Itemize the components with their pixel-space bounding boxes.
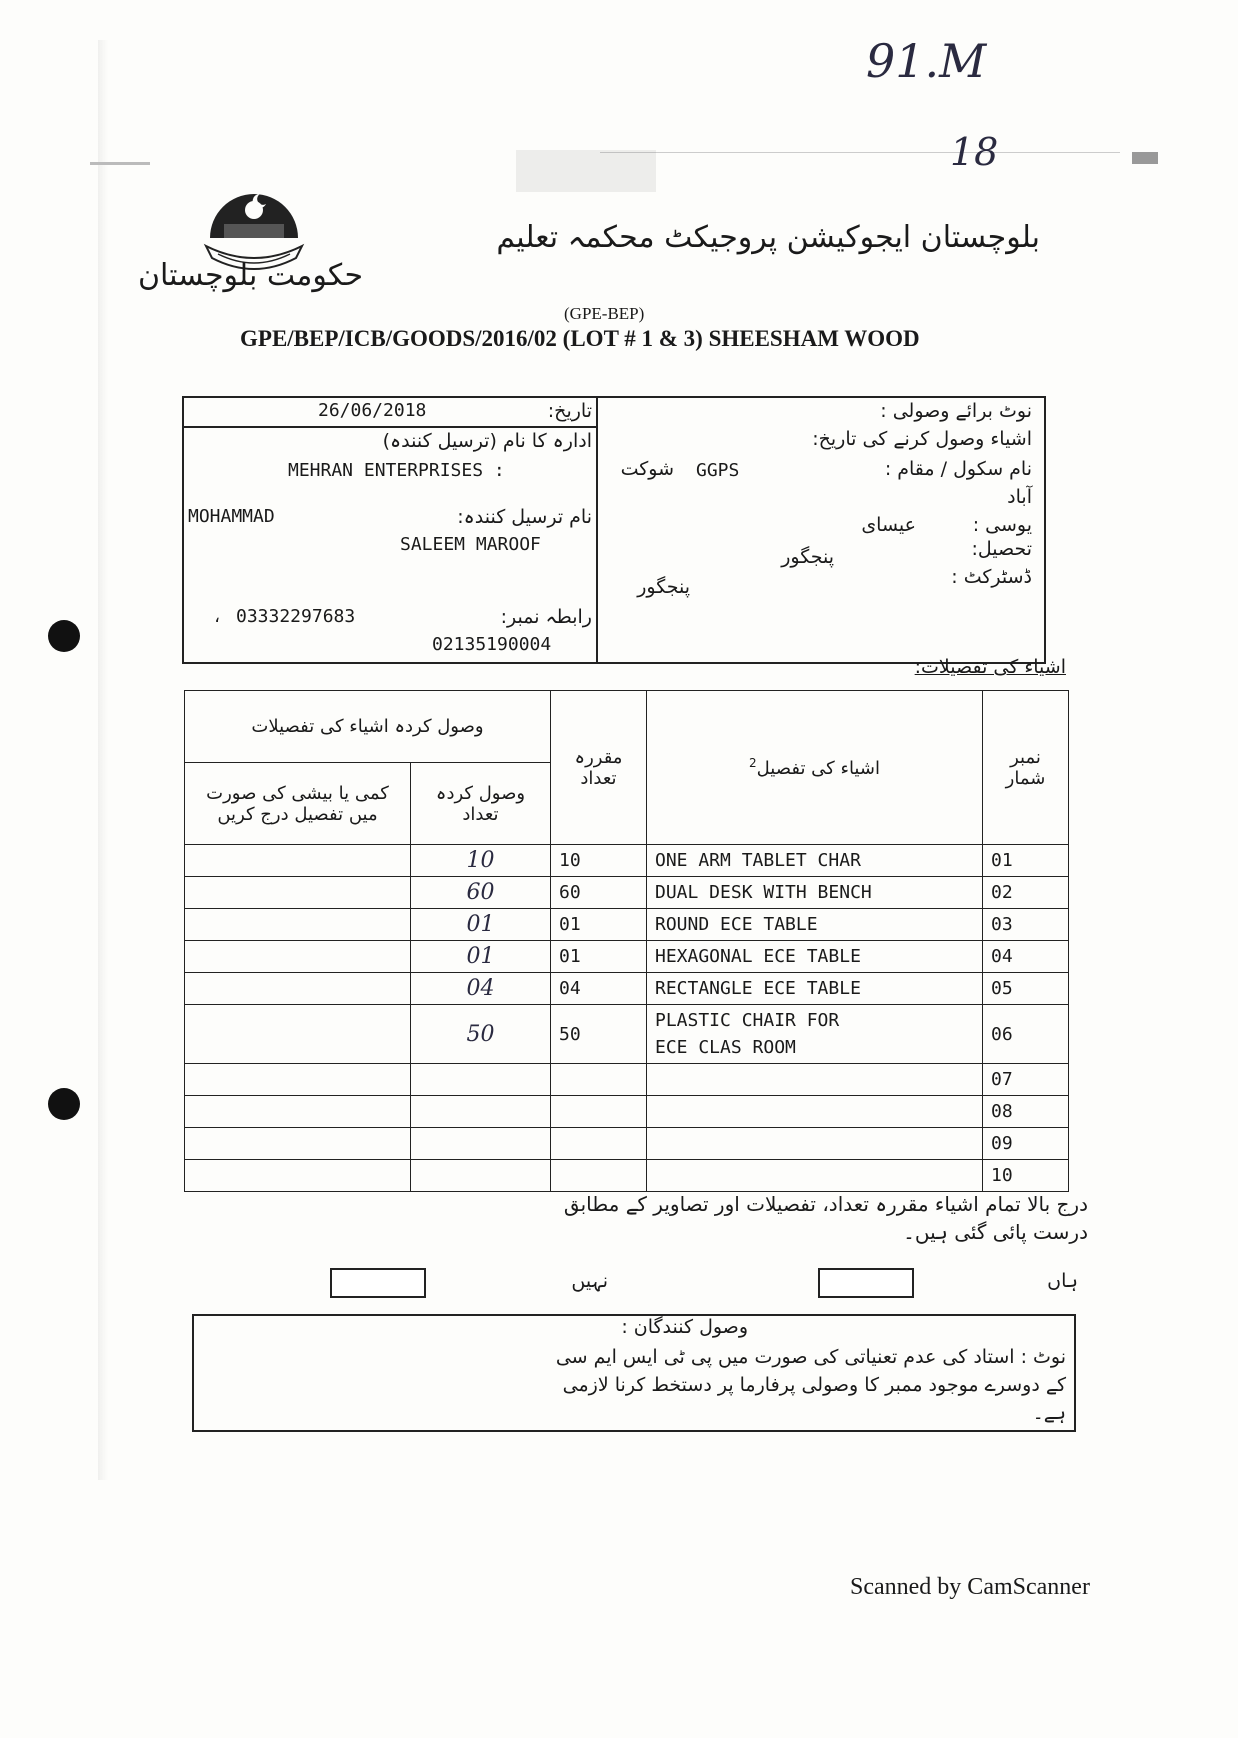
scan-edge-shadow [98,40,108,1480]
school-place: شوکت [620,458,674,480]
desc-cell: ONE ARM TABLET CHAR [647,845,983,877]
received-qty-cell[interactable] [411,1160,551,1192]
qty-cell: 01 [551,941,647,973]
school-value: GGPS [696,460,740,481]
contact-value-2: 02135190004 [432,634,552,655]
header-abbrev: (GPE-BEP) [564,304,645,323]
received-qty-cell[interactable] [411,1064,551,1096]
scan-dash [90,162,150,165]
qty-cell [551,1128,647,1160]
received-qty-cell[interactable]: 50 [411,1005,551,1064]
received-qty-cell[interactable]: 04 [411,973,551,1005]
table-row [185,877,1069,909]
table-row [185,941,1069,973]
desc-line-2: ECE CLAS ROOM [655,1037,796,1058]
tehsil-value: پنجگور [781,546,834,568]
date-value: 26/06/2018 [318,400,427,421]
handwritten-code: 91.M [866,34,987,88]
school-place-2: آباد [1007,486,1032,508]
district-label: ڈسٹرکٹ : [951,566,1032,588]
supplier-value-1: MOHAMMAD [188,506,275,527]
received-qty-cell[interactable] [411,1096,551,1128]
scan-line [600,152,1120,153]
school-label: نام سکول / مقام : [884,458,1032,480]
punch-hole-bottom [48,1088,80,1120]
district-value: پنجگور [637,576,690,598]
received-qty-cell[interactable]: 60 [411,877,551,909]
header-title-line2: حکومت بلوچستان [138,258,363,293]
serial-cell: 03 [983,909,1069,941]
date-label: تاریخ: [547,400,592,422]
desc-cell [647,1160,983,1192]
supplier-value-2: SALEEM MAROOF [400,534,541,555]
firm-label: ادارہ کا نام (ترسیل کنندہ) [382,430,592,452]
items-section-label: اشیاء کی تفصیلات: [914,656,1066,678]
table-row [185,1128,1069,1160]
receipt-note-label: نوٹ برائے وصولی : [880,400,1032,422]
contact-sep: ، [212,606,223,627]
serial-cell: 07 [983,1064,1069,1096]
qty-cell [551,1064,647,1096]
table-row [185,1005,1069,1064]
received-qty-cell[interactable] [411,1128,551,1160]
yes-checkbox[interactable] [818,1268,914,1298]
table-row [185,845,1069,877]
header-title-line1: بلوچستان ایجوکیشن پروجیکٹ محکمہ تعلیم [496,220,1040,255]
received-qty-cell[interactable]: 10 [411,845,551,877]
receivers-label: وصول کنندگان : [621,1316,748,1338]
desc-cell [647,1096,983,1128]
serial-cell: 06 [983,1005,1069,1064]
qty-cell: 01 [551,909,647,941]
footer-note-line-3: ہے۔ [1032,1402,1066,1424]
header-serial: نمبر شمار [983,691,1069,845]
header-received-qty: وصول کردہ تعداد [411,763,551,845]
scan-mark [1132,152,1158,164]
table-row [185,1096,1069,1128]
serial-cell: 01 [983,845,1069,877]
qty-cell: 04 [551,973,647,1005]
qty-cell: 10 [551,845,647,877]
table-row [185,973,1069,1005]
desc-cell: DUAL DESK WITH BENCH [647,877,983,909]
no-label: نہیں [571,1270,608,1292]
serial-cell: 09 [983,1128,1069,1160]
header-item-details-sup: 2 [749,756,757,770]
remarks-cell[interactable] [185,973,411,1005]
header-reference: GPE/BEP/ICB/GOODS/2016/02 (LOT # 1 & 3) SHEESHAM WOOD [240,326,920,351]
confirmation-line-2: درست پائی گئی ہیں۔ [903,1220,1088,1244]
header-received-details: وصول کردہ اشیاء کی تفصیلات [185,691,551,763]
header-item-details [647,691,983,845]
remarks-cell[interactable] [185,1160,411,1192]
desc-cell: HEXAGONAL ECE TABLE [647,941,983,973]
info-box-divider [596,396,598,662]
serial-cell: 10 [983,1160,1069,1192]
punch-hole-top [48,620,80,652]
qty-cell: 50 [551,1005,647,1064]
uc-label: یوسی : [972,514,1032,536]
serial-cell: 04 [983,941,1069,973]
confirmation-line-1: درج بالا تمام اشیاء مقررہ تعداد، تفصیلات اور تصاویر کے مطابق [563,1192,1088,1216]
table-row [185,1160,1069,1192]
no-checkbox[interactable] [330,1268,426,1298]
remarks-cell[interactable] [185,1096,411,1128]
items-table [184,690,1069,1192]
footer-note-line-2: کے دوسرے موجود ممبر کا وصولی پرفارما پر دستخط کرنا لازمی [562,1374,1066,1396]
firm-value: MEHRAN ENTERPRISES : [288,460,505,481]
remarks-cell[interactable] [185,1064,411,1096]
remarks-cell[interactable] [185,1005,411,1064]
header-fixed-qty: مقررہ تعداد [551,691,647,845]
header-shortage-excess: کمی یا بیشی کی صورت میں تفصیل درج کریں [185,763,411,845]
receiving-date-label: اشیاء وصول کرنے کی تاریخ: [812,428,1032,450]
serial-cell: 08 [983,1096,1069,1128]
received-qty-cell[interactable]: 01 [411,941,551,973]
received-qty-cell[interactable]: 01 [411,909,551,941]
desc-cell [647,1128,983,1160]
desc-cell: RECTANGLE ECE TABLE [647,973,983,1005]
remarks-cell[interactable] [185,909,411,941]
info-box-row-divider [182,426,598,428]
qty-cell [551,1160,647,1192]
remarks-cell[interactable] [185,877,411,909]
desc-cell [647,1064,983,1096]
contact-label: رابطہ نمبر: [500,606,592,628]
serial-cell: 02 [983,877,1069,909]
serial-cell: 05 [983,973,1069,1005]
header-item-details-text: اشیاء کی تفصیل [756,758,880,779]
supplier-label: نام ترسیل کنندہ: [457,506,592,528]
qty-cell: 60 [551,877,647,909]
desc-cell: ROUND ECE TABLE [647,909,983,941]
desc-cell [647,1005,983,1064]
yes-label: ہاں [1047,1270,1078,1292]
tehsil-label: تحصیل: [971,538,1032,560]
contact-value-1: 03332297683 [236,606,356,627]
qty-cell [551,1096,647,1128]
camscanner-watermark: Scanned by CamScanner [850,1574,1090,1600]
table-row [185,1064,1069,1096]
desc-line-1: PLASTIC CHAIR FOR [655,1010,840,1031]
table-row [185,909,1069,941]
handwritten-page-number: 18 [950,130,999,174]
remarks-cell[interactable] [185,845,411,877]
uc-value: عیسای [861,514,916,536]
remarks-cell[interactable] [185,941,411,973]
scan-smudge [516,150,656,192]
footer-note-line-1: نوٹ : استاد کی عدم تعنیاتی کی صورت میں پی ٹی ایس ایم سی [555,1346,1066,1368]
remarks-cell[interactable] [185,1128,411,1160]
